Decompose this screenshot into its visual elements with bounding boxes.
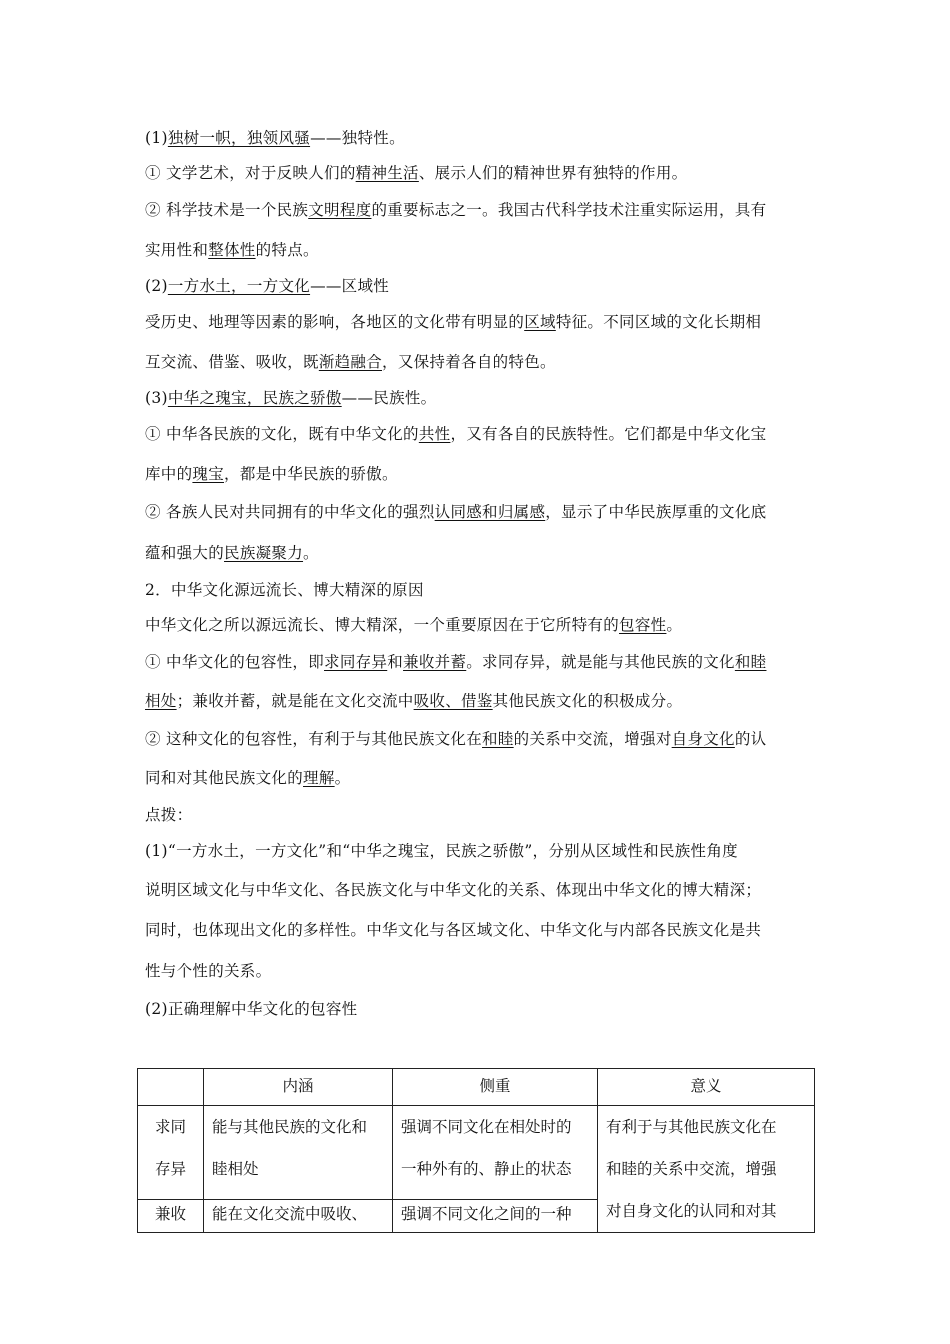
cell-line: 有利于与其他民族文化在 — [606, 1118, 777, 1136]
s1-para-2: ② 科学技术是一个民族文明程度的重要标志之一。我国古代科学技术注重实际运用，具有 — [145, 201, 767, 219]
cell-line: 睦相处 — [212, 1160, 259, 1178]
cell-line: 和睦的关系中交流，增强 — [606, 1160, 777, 1178]
cell-line: 对自身文化的认同和对其 — [606, 1202, 777, 1220]
sec2-heading: 2．中华文化源远流长、博大精深的原因 — [145, 581, 424, 599]
cell-line: 强调不同文化之间的一种 — [401, 1204, 572, 1223]
s3-heading: (3)中华之瑰宝，民族之骄傲——民族性。 — [145, 389, 437, 407]
tips-line-1: (1)“一方水土，一方文化”和“中华之瑰宝，民族之骄傲”，分别从区域性和民族性角度 — [145, 842, 738, 860]
s3-para-2: ② 各族人民对共同拥有的中华文化的强烈认同感和归属感，显示了中华民族厚重的文化底 — [145, 503, 767, 521]
sec2-para-2: ② 这种文化的包容性，有利于与其他民族文化在和睦的关系中交流，增强对自身文化的认 — [145, 730, 767, 748]
table-cell — [204, 1106, 393, 1200]
table-header-row — [138, 1069, 815, 1106]
sec2-para-2-line-2: 同和对其他民族文化的理解。 — [145, 769, 351, 787]
table-header-cell: 内涵 — [204, 1069, 393, 1106]
row-label-line: 兼收 — [154, 1204, 186, 1223]
tips-label: 点拨： — [145, 806, 193, 824]
table-header-cell: 侧重 — [393, 1069, 598, 1106]
s2-heading: (2)一方水土，一方文化——区域性 — [145, 277, 390, 295]
table-cell — [393, 1199, 598, 1232]
meaning-cell — [598, 1106, 815, 1233]
row-label-cell — [138, 1106, 204, 1200]
cell-line: 能在文化交流中吸收、 — [212, 1204, 368, 1223]
table-cell — [204, 1199, 393, 1232]
s3-para-2-line-2: 蕴和强大的民族凝聚力。 — [145, 544, 319, 562]
tips-line-2: 说明区域文化与中华文化、各民族文化与中华文化的关系、体现出中华文化的博大精深； — [145, 881, 762, 899]
table-header-cell: 意义 — [598, 1069, 815, 1106]
table-row — [138, 1106, 815, 1200]
table-header-cell — [138, 1069, 204, 1106]
s3-para-1: ① 中华各民族的文化，既有中华文化的共性，又有各自的民族特性。它们都是中华文化宝 — [145, 425, 767, 443]
s1-para-2-line-2: 实用性和整体性的特点。 — [145, 241, 319, 259]
row-label-line: 存异 — [154, 1160, 186, 1178]
table-cell — [393, 1106, 598, 1200]
row-label-cell — [138, 1199, 204, 1232]
inclusiveness-table — [137, 1068, 815, 1233]
tips-line-5: (2)正确理解中华文化的包容性 — [145, 1000, 358, 1018]
cell-line: 一种外有的、静止的状态 — [401, 1160, 572, 1178]
s2-para-line-2: 互交流、借鉴、吸收，既渐趋融合，又保持着各自的特色。 — [145, 353, 556, 371]
s1-para-1: ① 文学艺术，对于反映人们的精神生活、展示人们的精神世界有独特的作用。 — [145, 164, 688, 182]
sec2-para-1: ① 中华文化的包容性，即求同存异和兼收并蓄。求同存异，就是能与其他民族的文化和睦 — [145, 653, 767, 671]
tips-line-4: 性与个性的关系。 — [145, 962, 272, 980]
cell-line: 能与其他民族的文化和 — [212, 1118, 368, 1136]
sec2-para-1-line-2: 相处；兼收并蓄，就是能在文化交流中吸收、借鉴其他民族文化的积极成分。 — [145, 692, 683, 710]
s2-para-line-1: 受历史、地理等因素的影响，各地区的文化带有明显的区域特征。不同区域的文化长期相 — [145, 313, 762, 331]
s1-heading: (1)独树一帜，独领风骚——独特性。 — [145, 129, 405, 147]
s3-para-1-line-2: 库中的瑰宝，都是中华民族的骄傲。 — [145, 465, 398, 483]
row-label-line: 求同 — [154, 1118, 186, 1136]
sec2-intro: 中华文化之所以源远流长、博大精深，一个重要原因在于它所特有的包容性。 — [145, 616, 683, 634]
cell-line: 强调不同文化在相处时的 — [401, 1118, 572, 1136]
tips-line-3: 同时，也体现出文化的多样性。中华文化与各区域文化、中华文化与内部各民族文化是共 — [145, 921, 762, 939]
